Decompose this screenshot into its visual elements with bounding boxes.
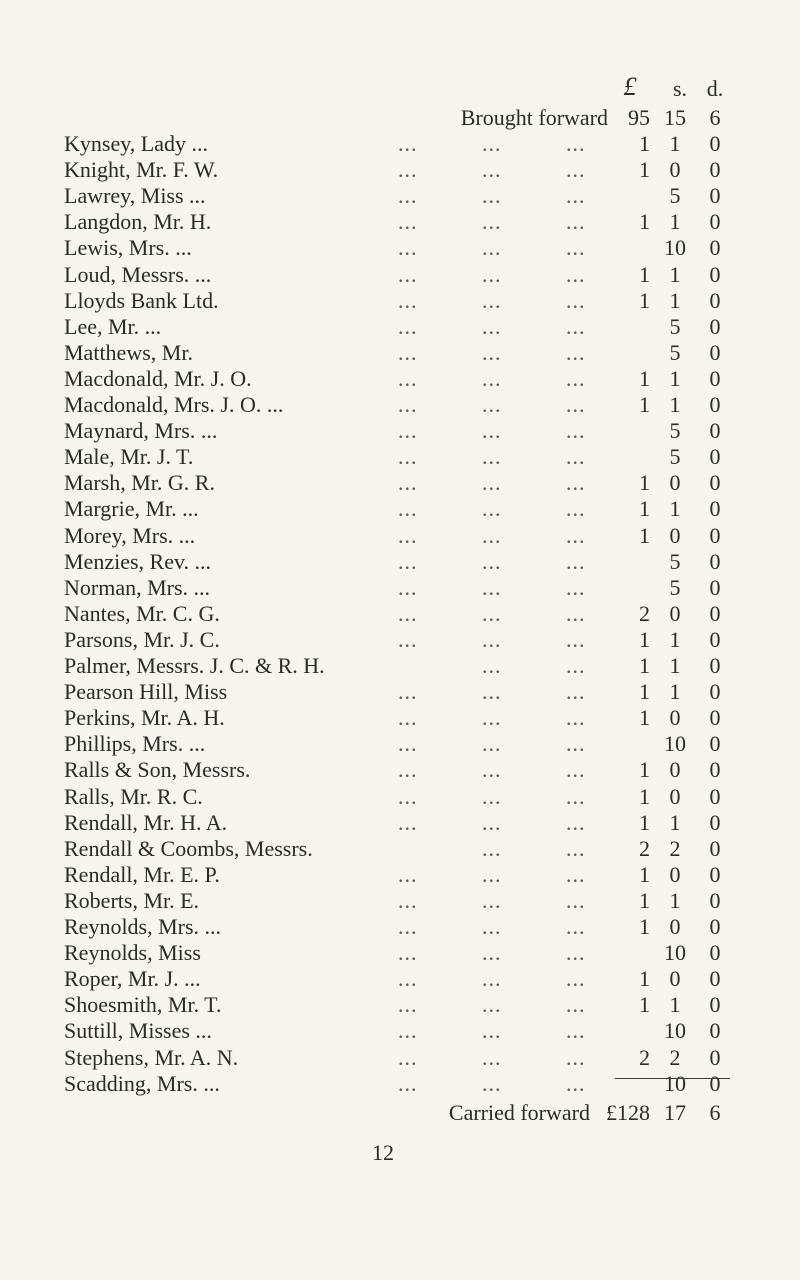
subscriber-name: Maynard, Mrs. ...	[64, 418, 218, 444]
amount-pence: 0	[709, 887, 721, 913]
leader-dots: ...	[482, 887, 502, 913]
amount-pounds: 2	[639, 835, 650, 861]
subscriber-name: Ralls, Mr. R. C.	[64, 783, 203, 809]
carried-forward-pounds: £128	[606, 1100, 650, 1125]
amount-pence: 0	[709, 1018, 721, 1044]
amount-shillings: 0	[669, 522, 681, 548]
amount-pence: 0	[709, 365, 721, 391]
subscription-row	[0, 496, 800, 522]
leader-dots: ...	[566, 757, 586, 783]
leader-dots: ...	[482, 1044, 502, 1070]
leader-dots: ...	[398, 992, 418, 1018]
amount-pounds: 1	[639, 861, 650, 887]
amount-pounds: 1	[639, 887, 650, 913]
leader-dots: ...	[482, 470, 502, 496]
amount-shillings: 1	[669, 287, 681, 313]
amount-pence: 0	[709, 209, 721, 235]
subscription-row	[0, 810, 800, 836]
brought-forward-row	[0, 105, 800, 131]
amount-pence: 0	[709, 679, 721, 705]
leader-dots: ...	[482, 757, 502, 783]
amount-shillings: 1	[669, 131, 681, 156]
subscription-row	[0, 314, 800, 340]
leader-dots: ...	[398, 339, 418, 365]
pence-column-header: d.	[706, 76, 724, 101]
subscriber-name: Phillips, Mrs. ...	[64, 731, 206, 757]
leader-dots: ...	[566, 418, 586, 444]
leader-dots: ...	[482, 809, 502, 835]
subscriber-name: Macdonald, Mrs. J. O. ...	[64, 392, 284, 417]
subscription-row	[0, 366, 800, 392]
leader-dots: ...	[398, 470, 418, 496]
amount-pounds: 1	[639, 757, 650, 783]
subscription-row	[0, 209, 800, 235]
amount-pounds: 2	[639, 600, 650, 626]
leader-dots: ...	[398, 209, 418, 235]
leader-dots: ...	[398, 626, 418, 652]
pounds-column-header: £	[623, 72, 637, 101]
leader-dots: ...	[482, 496, 502, 522]
brought-forward-shillings: 15	[664, 105, 686, 130]
amount-pounds: 1	[639, 365, 650, 391]
leader-dots: ...	[398, 183, 418, 209]
leader-dots: ...	[398, 600, 418, 626]
subscriber-name: Roper, Mr. J. ...	[64, 966, 201, 992]
leader-dots: ...	[398, 783, 418, 809]
leader-dots: ...	[566, 887, 586, 913]
subscription-row	[0, 235, 800, 261]
leader-dots: ...	[482, 392, 502, 417]
subscription-row	[0, 627, 800, 653]
leader-dots: ...	[398, 809, 418, 835]
leader-dots: ...	[398, 1018, 418, 1044]
leader-dots: ...	[482, 548, 502, 574]
subscriber-name: Norman, Mrs. ...	[64, 574, 211, 600]
subscription-row	[0, 679, 800, 705]
leader-dots: ...	[398, 522, 418, 548]
amount-pounds: 1	[639, 392, 650, 417]
leader-dots: ...	[566, 209, 586, 235]
amount-shillings: 5	[669, 313, 681, 339]
amount-shillings: 5	[669, 548, 681, 574]
leader-dots: ...	[566, 157, 586, 183]
brought-forward-pounds: 95	[628, 105, 650, 130]
amount-pence: 0	[709, 131, 721, 156]
subscriber-name: Roberts, Mr. E.	[64, 887, 200, 913]
shillings-column-header: s.	[672, 76, 688, 101]
leader-dots: ...	[482, 235, 502, 261]
amount-pence: 0	[709, 470, 721, 496]
amount-shillings: 0	[669, 914, 681, 939]
subscriber-name: Nantes, Mr. C. G.	[64, 600, 220, 626]
leader-dots: ...	[398, 365, 418, 391]
amount-pence: 0	[709, 1070, 721, 1096]
subscriber-name: Shoesmith, Mr. T.	[64, 992, 222, 1018]
amount-pounds: 1	[639, 679, 650, 705]
leader-dots: ...	[566, 183, 586, 209]
subscriber-name: Rendall, Mr. E. P.	[64, 861, 220, 887]
leader-dots: ...	[398, 287, 418, 313]
amount-shillings: 0	[669, 705, 681, 731]
leader-dots: ...	[566, 1070, 586, 1096]
subscription-row	[0, 784, 800, 810]
leader-dots: ...	[482, 131, 502, 156]
leader-dots: ...	[482, 731, 502, 757]
amount-pence: 0	[709, 966, 721, 992]
subscriber-name: Suttill, Misses ...	[64, 1018, 212, 1044]
amount-pence: 0	[709, 339, 721, 365]
amount-pence: 0	[709, 861, 721, 887]
brought-forward-pence: 6	[709, 105, 721, 130]
amount-shillings: 1	[669, 809, 681, 835]
carried-forward-row	[0, 1100, 800, 1126]
amount-pounds: 1	[639, 287, 650, 313]
leader-dots: ...	[482, 209, 502, 235]
leader-dots: ...	[566, 992, 586, 1018]
subscription-row	[0, 940, 800, 966]
leader-dots: ...	[566, 339, 586, 365]
leader-dots: ...	[482, 157, 502, 183]
subscription-row	[0, 418, 800, 444]
leader-dots: ...	[482, 783, 502, 809]
leader-dots: ...	[482, 966, 502, 992]
carried-forward-pence: 6	[709, 1100, 721, 1125]
subscriber-name: Rendall, Mr. H. A.	[64, 809, 228, 835]
leader-dots: ...	[398, 757, 418, 783]
leader-dots: ...	[398, 1044, 418, 1070]
amount-pounds: 1	[639, 626, 650, 652]
amount-pence: 0	[709, 183, 721, 209]
leader-dots: ...	[566, 522, 586, 548]
leader-dots: ...	[482, 418, 502, 444]
leader-dots: ...	[566, 444, 586, 470]
amount-shillings: 1	[669, 261, 681, 287]
leader-dots: ...	[566, 496, 586, 522]
amount-shillings: 2	[669, 835, 681, 861]
subscription-row	[0, 705, 800, 731]
amount-pence: 0	[709, 731, 721, 757]
leader-dots: ...	[566, 261, 586, 287]
leader-dots: ...	[398, 444, 418, 470]
leader-dots: ...	[566, 1018, 586, 1044]
leader-dots: ...	[482, 940, 502, 966]
leader-dots: ...	[398, 261, 418, 287]
amount-pence: 0	[709, 418, 721, 444]
amount-shillings: 0	[669, 861, 681, 887]
amount-shillings: 1	[669, 496, 681, 522]
subscriber-name: Perkins, Mr. A. H.	[64, 705, 225, 731]
amount-shillings: 10	[664, 731, 686, 757]
subscription-row	[0, 992, 800, 1018]
amount-pounds: 1	[639, 522, 650, 548]
leader-dots: ...	[482, 261, 502, 287]
subscriber-name: Reynolds, Mrs. ...	[64, 914, 222, 939]
leader-dots: ...	[566, 287, 586, 313]
amount-pounds: 1	[639, 131, 650, 156]
leader-dots: ...	[482, 339, 502, 365]
leader-dots: ...	[398, 914, 418, 939]
amount-pounds: 1	[639, 783, 650, 809]
subscriber-name: Macdonald, Mr. J. O.	[64, 365, 252, 391]
leader-dots: ...	[398, 418, 418, 444]
leader-dots: ...	[566, 1044, 586, 1070]
amount-pounds: 1	[639, 992, 650, 1018]
amount-pounds: 1	[639, 914, 650, 939]
amount-pounds: 1	[639, 966, 650, 992]
subscriber-name: Knight, Mr. F. W.	[64, 157, 219, 183]
amount-shillings: 0	[669, 470, 681, 496]
amount-pence: 0	[709, 783, 721, 809]
leader-dots: ...	[566, 235, 586, 261]
amount-pence: 0	[709, 444, 721, 470]
amount-pounds: 2	[639, 1044, 650, 1070]
leader-dots: ...	[482, 626, 502, 652]
leader-dots: ...	[566, 131, 586, 156]
leader-dots: ...	[398, 313, 418, 339]
amount-shillings: 0	[669, 966, 681, 992]
subscription-row	[0, 549, 800, 575]
carried-forward-label: Carried forward	[448, 1100, 590, 1125]
subscriber-name: Langdon, Mr. H.	[64, 209, 212, 235]
subscriber-name: Morey, Mrs. ...	[64, 522, 196, 548]
subscription-row	[0, 1018, 800, 1044]
amount-shillings: 0	[669, 783, 681, 809]
leader-dots: ...	[398, 679, 418, 705]
amount-pence: 0	[709, 940, 721, 966]
subscription-row	[0, 1071, 800, 1097]
leader-dots: ...	[398, 940, 418, 966]
leader-dots: ...	[482, 287, 502, 313]
amount-shillings: 10	[664, 1070, 686, 1096]
subscription-row	[0, 653, 800, 679]
leader-dots: ...	[482, 600, 502, 626]
leader-dots: ...	[398, 1070, 418, 1096]
leader-dots: ...	[482, 1070, 502, 1096]
amount-pence: 0	[709, 496, 721, 522]
subscriber-name: Reynolds, Miss	[64, 940, 201, 966]
subscription-row	[0, 444, 800, 470]
leader-dots: ...	[482, 705, 502, 731]
subscriber-name: Palmer, Messrs. J. C. & R. H.	[64, 653, 325, 678]
subscriber-name: Lee, Mr. ...	[64, 313, 162, 339]
subscriber-name: Matthews, Mr.	[64, 339, 193, 365]
page-number: 12	[372, 1140, 394, 1165]
leader-dots: ...	[398, 731, 418, 757]
leader-dots: ...	[482, 835, 502, 861]
amount-pence: 0	[709, 914, 721, 939]
amount-pence: 0	[709, 574, 721, 600]
subscription-row	[0, 131, 800, 157]
subscription-row	[0, 470, 800, 496]
amount-shillings: 1	[669, 653, 681, 678]
leader-dots: ...	[566, 731, 586, 757]
leader-dots: ...	[398, 861, 418, 887]
brought-forward-label: Brought forward	[460, 105, 608, 130]
leader-dots: ...	[482, 444, 502, 470]
amount-pounds: 1	[639, 209, 650, 235]
leader-dots: ...	[566, 626, 586, 652]
amount-pence: 0	[709, 1044, 721, 1070]
amount-pounds: 1	[639, 496, 650, 522]
amount-pounds: 1	[639, 653, 650, 678]
subscriber-name: Lawrey, Miss ...	[64, 183, 206, 209]
leader-dots: ...	[398, 235, 418, 261]
amount-pence: 0	[709, 392, 721, 417]
leader-dots: ...	[482, 992, 502, 1018]
amount-shillings: 1	[669, 626, 681, 652]
subscriber-name: Rendall & Coombs, Messrs.	[64, 835, 313, 861]
leader-dots: ...	[566, 313, 586, 339]
leader-dots: ...	[566, 365, 586, 391]
leader-dots: ...	[566, 914, 586, 939]
amount-shillings: 0	[669, 157, 681, 183]
amount-pounds: 1	[639, 705, 650, 731]
amount-pence: 0	[709, 313, 721, 339]
leader-dots: ...	[398, 887, 418, 913]
amount-pounds: 1	[639, 261, 650, 287]
amount-shillings: 10	[664, 1018, 686, 1044]
leader-dots: ...	[482, 522, 502, 548]
amount-pence: 0	[709, 522, 721, 548]
amount-pounds: 1	[639, 470, 650, 496]
subscription-row	[0, 575, 800, 601]
leader-dots: ...	[482, 365, 502, 391]
amount-pence: 0	[709, 705, 721, 731]
amount-pence: 0	[709, 809, 721, 835]
subscriber-name: Lloyds Bank Ltd.	[64, 287, 219, 313]
subscription-row	[0, 392, 800, 418]
subscriber-name: Scadding, Mrs. ...	[64, 1070, 220, 1096]
subscriber-name: Marsh, Mr. G. R.	[64, 470, 215, 496]
leader-dots: ...	[482, 1018, 502, 1044]
leader-dots: ...	[398, 705, 418, 731]
amount-shillings: 10	[664, 235, 686, 261]
leader-dots: ...	[482, 183, 502, 209]
subscriber-name: Parsons, Mr. J. C.	[64, 626, 220, 652]
subscriber-name: Margrie, Mr. ...	[64, 496, 199, 522]
leader-dots: ...	[566, 470, 586, 496]
amount-shillings: 1	[669, 392, 681, 417]
amount-pence: 0	[709, 757, 721, 783]
amount-shillings: 5	[669, 444, 681, 470]
column-headers	[0, 72, 800, 104]
amount-pounds: 1	[639, 157, 650, 183]
amount-shillings: 5	[669, 183, 681, 209]
amount-pence: 0	[709, 287, 721, 313]
subscriber-name: Lewis, Mrs. ...	[64, 235, 192, 261]
leader-dots: ...	[566, 679, 586, 705]
amount-pence: 0	[709, 235, 721, 261]
amount-shillings: 1	[669, 887, 681, 913]
leader-dots: ...	[482, 861, 502, 887]
subscription-row	[0, 157, 800, 183]
leader-dots: ...	[566, 548, 586, 574]
leader-dots: ...	[566, 861, 586, 887]
leader-dots: ...	[398, 496, 418, 522]
amount-shillings: 0	[669, 600, 681, 626]
subscriber-name: Ralls & Son, Messrs.	[64, 757, 251, 783]
subscription-row	[0, 183, 800, 209]
amount-shillings: 1	[669, 365, 681, 391]
subscription-row	[0, 757, 800, 783]
carried-forward-shillings: 17	[664, 1100, 686, 1125]
amount-pence: 0	[709, 835, 721, 861]
amount-shillings: 1	[669, 679, 681, 705]
leader-dots: ...	[398, 392, 418, 417]
leader-dots: ...	[566, 835, 586, 861]
subscription-row	[0, 288, 800, 314]
subscription-row	[0, 914, 800, 940]
leader-dots: ...	[566, 653, 586, 678]
leader-dots: ...	[566, 940, 586, 966]
amount-pence: 0	[709, 626, 721, 652]
subscription-row	[0, 340, 800, 366]
leader-dots: ...	[398, 548, 418, 574]
subscription-row	[0, 731, 800, 757]
leader-dots: ...	[398, 131, 418, 156]
amount-shillings: 2	[669, 1044, 681, 1070]
subscription-row	[0, 523, 800, 549]
leader-dots: ...	[566, 600, 586, 626]
subscription-row	[0, 862, 800, 888]
amount-shillings: 5	[669, 574, 681, 600]
subscription-row	[0, 601, 800, 627]
leader-dots: ...	[482, 653, 502, 678]
amount-shillings: 1	[669, 209, 681, 235]
subscriber-name: Male, Mr. J. T.	[64, 444, 194, 470]
subscription-row	[0, 1045, 800, 1071]
amount-shillings: 10	[664, 940, 686, 966]
subscriber-name: Pearson Hill, Miss	[64, 679, 228, 705]
amount-pence: 0	[709, 992, 721, 1018]
leader-dots: ...	[398, 157, 418, 183]
subscription-row	[0, 836, 800, 862]
total-rule	[615, 1078, 730, 1079]
leader-dots: ...	[482, 574, 502, 600]
leader-dots: ...	[566, 809, 586, 835]
amount-pence: 0	[709, 261, 721, 287]
leader-dots: ...	[566, 705, 586, 731]
amount-pence: 0	[709, 157, 721, 183]
amount-shillings: 5	[669, 339, 681, 365]
amount-pence: 0	[709, 653, 721, 678]
subscription-row	[0, 262, 800, 288]
subscription-row	[0, 888, 800, 914]
subscriber-name: Stephens, Mr. A. N.	[64, 1044, 239, 1070]
amount-pence: 0	[709, 548, 721, 574]
leader-dots: ...	[566, 574, 586, 600]
leader-dots: ...	[482, 914, 502, 939]
amount-shillings: 1	[669, 992, 681, 1018]
leader-dots: ...	[566, 783, 586, 809]
subscriber-name: Kynsey, Lady ...	[64, 131, 208, 156]
leader-dots: ...	[398, 966, 418, 992]
leader-dots: ...	[566, 392, 586, 417]
leader-dots: ...	[398, 574, 418, 600]
amount-pence: 0	[709, 600, 721, 626]
subscription-row	[0, 966, 800, 992]
leader-dots: ...	[566, 966, 586, 992]
leader-dots: ...	[482, 679, 502, 705]
amount-shillings: 5	[669, 418, 681, 444]
leader-dots: ...	[482, 313, 502, 339]
subscriber-name: Loud, Messrs. ...	[64, 261, 212, 287]
amount-pounds: 1	[639, 809, 650, 835]
subscriber-name: Menzies, Rev. ...	[64, 548, 212, 574]
amount-shillings: 0	[669, 757, 681, 783]
